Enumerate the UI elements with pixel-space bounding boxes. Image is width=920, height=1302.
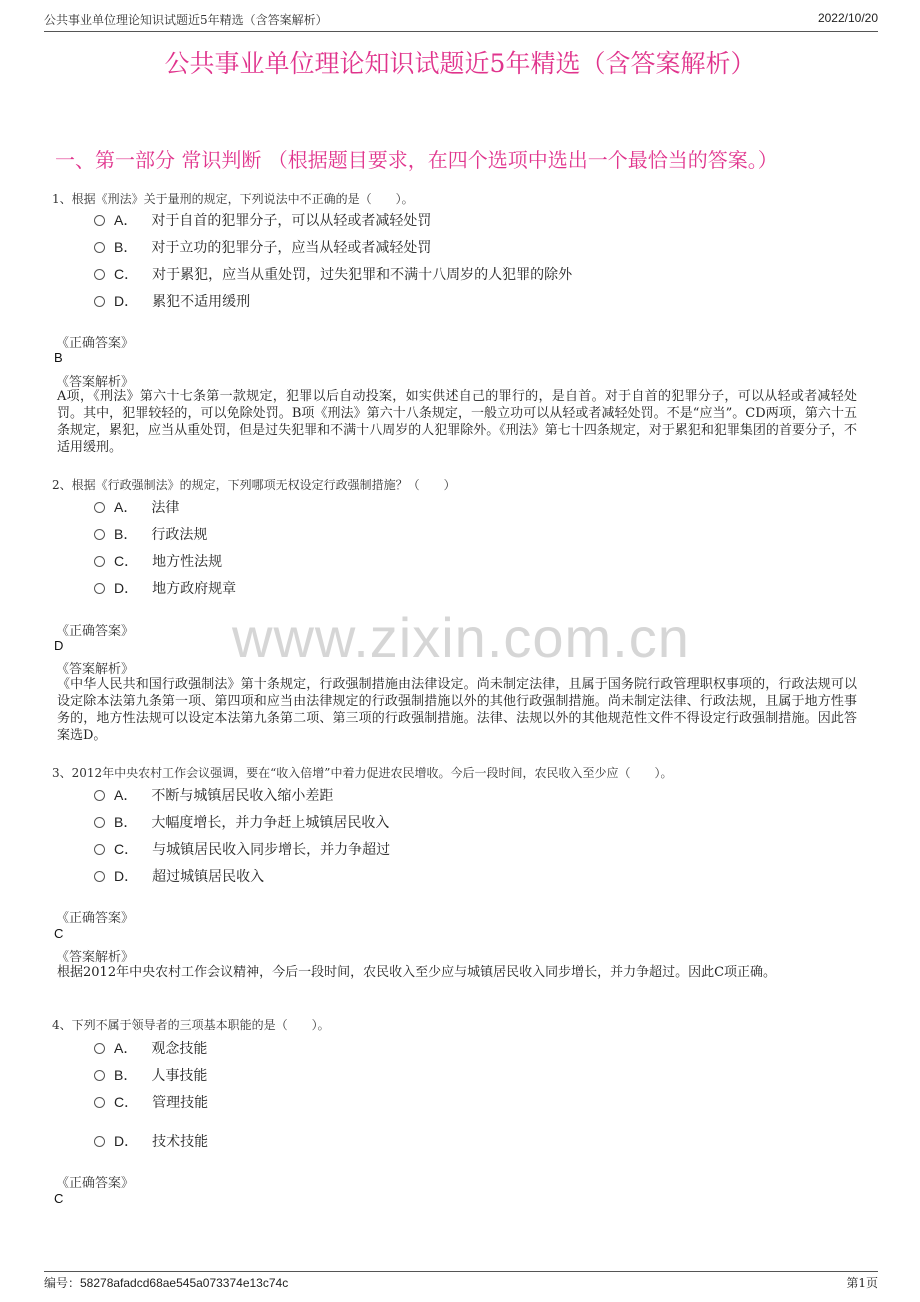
- question-4-option-d[interactable]: [94, 1131, 208, 1151]
- correct-answer-label: 《正确答案》: [56, 624, 135, 639]
- radio-icon[interactable]: [94, 242, 105, 253]
- option-text: 管理技能: [152, 1095, 209, 1111]
- option-text: 地方性法规: [152, 554, 223, 570]
- analysis-label: 《答案解析》: [56, 662, 135, 677]
- question-3-text: 3、2012年中央农村工作会议强调，要在“收入倍增”中着力促进农民增收。今后一段时间，农民收入至少应（ ）。: [52, 766, 673, 780]
- question-1-option-a[interactable]: [94, 210, 431, 230]
- question-3-answer: C: [54, 926, 64, 941]
- radio-icon[interactable]: [94, 790, 105, 801]
- header-doc-name: 公共事业单位理论知识试题近5年精选（含答案解析）: [44, 13, 328, 27]
- option-letter: A．: [114, 1040, 138, 1056]
- correct-answer-label: 《正确答案》: [56, 911, 135, 926]
- option-letter: B．: [114, 1067, 138, 1083]
- question-4-answer: C: [54, 1191, 64, 1206]
- question-1-answer: B: [54, 350, 63, 365]
- option-letter: A．: [114, 787, 138, 803]
- question-3-option-c[interactable]: [94, 839, 390, 859]
- radio-icon[interactable]: [94, 871, 105, 882]
- question-2-option-a[interactable]: [94, 497, 179, 517]
- question-4-option-c[interactable]: [94, 1092, 208, 1112]
- question-1-option-d[interactable]: [94, 291, 250, 311]
- page-footer: [44, 1271, 878, 1292]
- option-text: 观念技能: [151, 1041, 208, 1057]
- option-text: 行政法规: [151, 527, 208, 543]
- radio-icon[interactable]: [94, 844, 105, 855]
- question-1-text: 1、根据《刑法》关于量刑的规定，下列说法中不正确的是（ ）。: [52, 192, 414, 206]
- option-text: 对于立功的犯罪分子，应当从轻或者减轻处罚: [151, 240, 432, 256]
- option-letter: C．: [114, 1094, 139, 1110]
- question-2-option-c[interactable]: [94, 551, 222, 571]
- radio-icon[interactable]: [94, 215, 105, 226]
- option-letter: D．: [114, 1133, 139, 1149]
- option-text: 不断与城镇居民收入缩小差距: [151, 788, 334, 804]
- question-3-option-a[interactable]: [94, 785, 333, 805]
- option-letter: D．: [114, 868, 139, 884]
- radio-icon[interactable]: [94, 583, 105, 594]
- page-number: 第1页: [846, 1276, 878, 1290]
- option-letter: C．: [114, 266, 139, 282]
- option-letter: D．: [114, 580, 139, 596]
- analysis-label: 《答案解析》: [56, 950, 135, 965]
- option-text: 大幅度增长，并力争赶上城镇居民收入: [151, 815, 390, 831]
- option-text: 人事技能: [151, 1068, 208, 1084]
- question-1-option-c[interactable]: [94, 264, 572, 284]
- option-letter: C．: [114, 841, 139, 857]
- radio-icon[interactable]: [94, 817, 105, 828]
- question-2-option-b[interactable]: [94, 524, 207, 544]
- option-letter: D．: [114, 293, 139, 309]
- question-3-option-d[interactable]: [94, 866, 264, 886]
- option-text: 法律: [151, 500, 180, 516]
- option-text: 对于自首的犯罪分子，可以从轻或者减轻处罚: [151, 213, 432, 229]
- question-3-option-b[interactable]: [94, 812, 389, 832]
- option-letter: A．: [114, 212, 138, 228]
- question-4-option-b[interactable]: [94, 1065, 207, 1085]
- document-code: 编号：58278afadcd68ae545a073374e13c74c: [44, 1276, 289, 1290]
- question-2-answer: D: [54, 638, 64, 653]
- option-text: 对于累犯，应当从重处罚，过失犯罪和不满十八周岁的人犯罪的除外: [152, 267, 573, 283]
- option-letter: B．: [114, 814, 138, 830]
- document-title: 公共事业单位理论知识试题近5年精选（含答案解析）: [164, 49, 756, 78]
- option-letter: A．: [114, 499, 138, 515]
- page-header: [44, 11, 878, 32]
- question-1-analysis: A项，《刑法》第六十七条第一款规定，犯罪以后自动投案，如实供述自己的罪行的，是自首。对于自首的犯罪分子，可以从轻或者减轻处罚。其中，犯罪较轻的，可以免除处罚。B项《刑法》第六十八条规定，一般立功可以从轻或者减轻处罚。不是“应当”。CD两项，第六十五条规定，累犯，应当从重处罚，但是过失犯罪和不满十八周岁的人犯罪除外。《刑法》第七十四条规定，对于累犯和犯罪集团的首要分子，不适用缓刑。: [57, 389, 857, 455]
- radio-icon[interactable]: [94, 529, 105, 540]
- option-letter: B．: [114, 526, 138, 542]
- radio-icon[interactable]: [94, 296, 105, 307]
- question-4-option-a[interactable]: [94, 1038, 207, 1058]
- question-2-text: 2、根据《行政强制法》的规定，下列哪项无权设定行政强制措施？（ ）: [52, 478, 456, 492]
- option-text: 累犯不适用缓刑: [152, 294, 251, 310]
- question-1-option-b[interactable]: [94, 237, 431, 257]
- option-text: 地方政府规章: [152, 581, 237, 597]
- radio-icon[interactable]: [94, 1136, 105, 1147]
- radio-icon[interactable]: [94, 269, 105, 280]
- radio-icon[interactable]: [94, 1070, 105, 1081]
- section-title: 一、第一部分 常识判断 （根据题目要求，在四个选项中选出一个最恰当的答案。）: [55, 148, 778, 172]
- radio-icon[interactable]: [94, 502, 105, 513]
- radio-icon[interactable]: [94, 556, 105, 567]
- question-2-option-d[interactable]: [94, 578, 236, 598]
- header-date: 2022/10/20: [817, 11, 878, 25]
- watermark: www.zixin.com.cn: [232, 606, 690, 669]
- question-3-analysis: 根据2012年中央农村工作会议精神，今后一段时间，农民收入至少应与城镇居民收入同步增长，并力争超过。因此C项正确。: [57, 965, 777, 980]
- question-4-text: 4、下列不属于领导者的三项基本职能的是（ ）。: [52, 1018, 330, 1032]
- correct-answer-label: 《正确答案》: [56, 1176, 135, 1191]
- option-letter: B．: [114, 239, 138, 255]
- question-2-analysis: 《中华人民共和国行政强制法》第十条规定，行政强制措施由法律设定。尚未制定法律，且属于国务院行政管理职权事项的，行政法规可以设定除本法第九条第一项、第四项和应当由法律规定的行政强制措施以外的其他行政强制措施。尚未制定法律、行政法规，且属于地方性事务的，地方性法规可以设定本法第九条第二项、第三项的行政强制措施。法律、法规以外的其他规范性文件不得设定行政强制措施。因此答案选D。: [57, 677, 857, 743]
- radio-icon[interactable]: [94, 1043, 105, 1054]
- analysis-label: 《答案解析》: [56, 375, 135, 390]
- option-text: 技术技能: [152, 1134, 209, 1150]
- option-text: 超过城镇居民收入: [152, 869, 265, 885]
- correct-answer-label: 《正确答案》: [56, 336, 135, 351]
- option-letter: C．: [114, 553, 139, 569]
- option-text: 与城镇居民收入同步增长，并力争超过: [152, 842, 391, 858]
- radio-icon[interactable]: [94, 1097, 105, 1108]
